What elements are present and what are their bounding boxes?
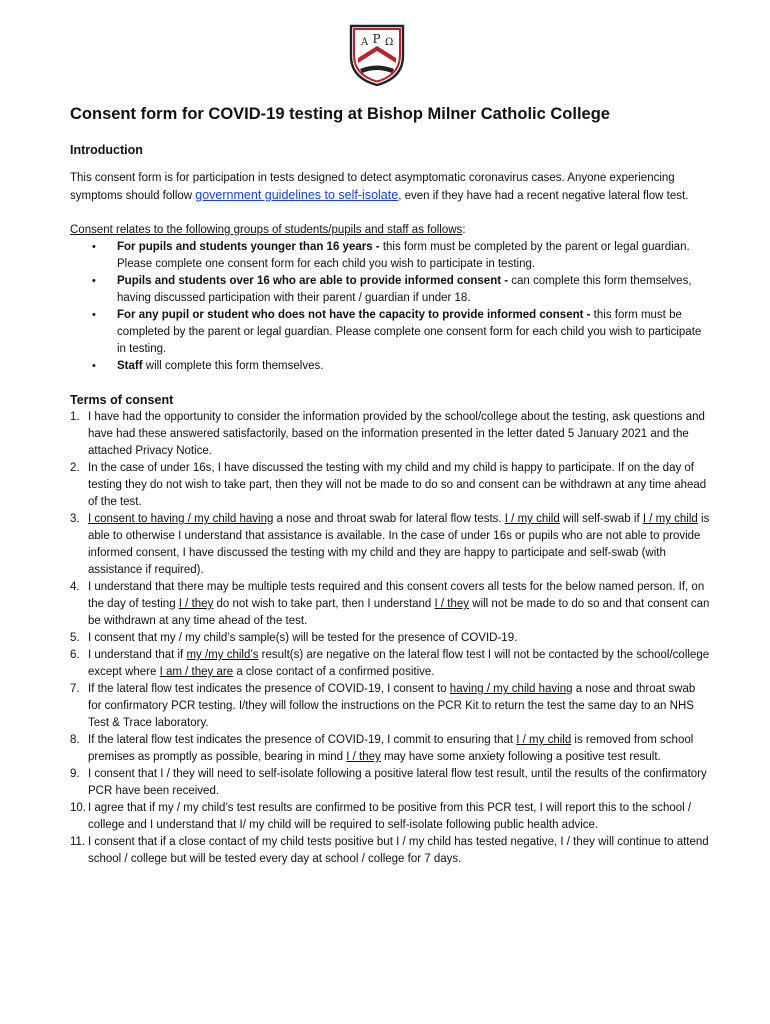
term-number: 1. bbox=[70, 411, 80, 423]
term-text: I have had the opportunity to consider the information provided by the school/college about the testing, ask questions and have had these answered satisfactorily, based on the information presented in the letter dated 5 January 2021 and the attached Privacy Notice. bbox=[88, 411, 705, 457]
terms-list bbox=[70, 409, 710, 868]
term-item bbox=[70, 766, 710, 800]
term-number: 7. bbox=[70, 683, 80, 695]
term-text: I consent that my / my child’s sample(s) will be tested for the presence of COVID-19. bbox=[88, 632, 518, 644]
crest-letter: A bbox=[361, 37, 369, 48]
term-text: will self-swab if bbox=[559, 513, 643, 525]
term-text: is removed from school premises as promptly as possible, bearing in mind bbox=[88, 734, 694, 763]
term-item bbox=[70, 647, 710, 681]
term-text: I am / they are bbox=[159, 666, 234, 678]
term-number: 3. bbox=[70, 513, 80, 525]
term-text: If the lateral flow test indicates the presence of COVID-19, I commit to ensuring that bbox=[88, 734, 517, 746]
terms-heading: Terms of consent bbox=[70, 393, 174, 407]
term-item bbox=[70, 732, 710, 766]
consent-groups-list bbox=[70, 239, 710, 375]
term-text: I / they bbox=[346, 751, 381, 763]
term-item bbox=[70, 409, 710, 460]
group-label: For pupils and students younger than 16 years - bbox=[117, 241, 383, 253]
bullet-icon: • bbox=[92, 275, 96, 287]
term-text: my /my child’s bbox=[186, 649, 259, 661]
term-text: a nose and throat swab for confirmatory PCR testing. I/they will follow the instructions on the PCR Kit to return the test the same day to an NHS Test & Trace laboratory. bbox=[88, 683, 696, 729]
group-description: this form must be completed by the parent or legal guardian. Please complete one consent form for each child you wish to participate in testing. bbox=[117, 241, 690, 270]
term-text: I understand that if bbox=[88, 649, 187, 661]
groups-intro-text: Consent relates to the following groups of students/pupils and staff as follows bbox=[70, 224, 463, 236]
term-text: In the case of under 16s, I have discussed the testing with my child and my child is happy to participate. If on the day of testing they do not wish to take part, then they will not be made to do so and consent can be withdrawn at any time ahead of the test. bbox=[88, 462, 707, 508]
bullet-icon: • bbox=[92, 360, 96, 372]
term-number: 11. bbox=[70, 836, 86, 848]
group-label: Staff bbox=[117, 360, 143, 372]
group-description: will complete this form themselves. bbox=[142, 360, 324, 372]
school-crest-logo bbox=[347, 22, 407, 88]
term-text: a nose and throat swab for lateral flow tests. bbox=[273, 513, 505, 525]
term-text: I / they bbox=[434, 598, 470, 610]
group-description: can complete this form themselves, having discussed participation with their parent / guardian if under 18. bbox=[117, 275, 692, 304]
group-item bbox=[70, 358, 710, 375]
term-text: I / they bbox=[178, 598, 214, 610]
intro-text-after: , even if they have had a recent negative lateral flow test. bbox=[398, 190, 689, 202]
term-text: I understand that there may be multiple tests required and this consent covers all tests for the below named person. If, on the day of testing bbox=[88, 581, 705, 610]
group-description: this form must be completed by the parent or legal guardian. Please complete one consent form for each child you wish to participate in testing. bbox=[117, 309, 702, 355]
crest-letter: Ω bbox=[385, 37, 394, 48]
term-item bbox=[70, 511, 710, 579]
term-number: 4. bbox=[70, 581, 80, 593]
group-item bbox=[70, 273, 710, 307]
group-label: For any pupil or student who does not have the capacity to provide informed consent - bbox=[117, 309, 594, 321]
group-label: Pupils and students over 16 who are able to provide informed consent - bbox=[117, 275, 512, 287]
groups-intro bbox=[70, 222, 710, 239]
term-item bbox=[70, 681, 710, 732]
term-number: 8. bbox=[70, 734, 80, 746]
term-number: 5. bbox=[70, 632, 80, 644]
term-text: I agree that if my / my child’s test results are confirmed to be positive from this PCR test, I will report this to the school / college and I understand that I/ my child will be required to self-isolate following public health advice. bbox=[88, 802, 692, 831]
group-item bbox=[70, 307, 710, 358]
term-text: is able to otherwise I understand that assistance is available. In the case of under 16s or pupils who are not able to provide informed consent, I have discussed the testing with my child and they are happy to participate and self-swab (with assistance if required). bbox=[88, 513, 710, 576]
introduction-section bbox=[70, 142, 710, 868]
term-text: I consent that if a close contact of my child tests positive but I / my child has tested negative, I / they will continue to attend school / college but will be tested every day at school / college for 7 days. bbox=[88, 836, 709, 865]
term-text: a close contact of a confirmed positive. bbox=[233, 666, 435, 678]
term-text: I / my child bbox=[642, 513, 698, 525]
introduction-paragraph bbox=[70, 170, 710, 205]
term-text: having / my child having bbox=[449, 683, 573, 695]
bullet-icon: • bbox=[92, 309, 96, 321]
intro-text-before: This consent form is for participation in tests designed to detect asymptomatic coronavirus cases. Anyone experiencing symptoms should follow bbox=[70, 172, 675, 202]
term-text: result(s) are negative on the lateral flow test I will not be contacted by the school/college except where bbox=[88, 649, 710, 678]
term-text: do not wish to take part, then I understand bbox=[213, 598, 435, 610]
crest-letter: P bbox=[372, 32, 381, 46]
term-text: I consent to having / my child having bbox=[88, 513, 274, 525]
introduction-heading: Introduction bbox=[70, 143, 143, 157]
term-item bbox=[70, 460, 710, 511]
term-number: 9. bbox=[70, 768, 80, 780]
term-text: If the lateral flow test indicates the presence of COVID-19, I consent to bbox=[88, 683, 450, 695]
term-number: 2. bbox=[70, 462, 80, 474]
term-item bbox=[70, 800, 710, 834]
group-item bbox=[70, 239, 710, 273]
term-text: I consent that I / they will need to self-isolate following a positive lateral flow test result, until the results of the confirmatory PCR have been received. bbox=[88, 768, 707, 797]
page-title: Consent form for COVID-19 testing at Bishop Milner Catholic College bbox=[70, 105, 610, 123]
term-number: 6. bbox=[70, 649, 80, 661]
term-item bbox=[70, 579, 710, 630]
term-text: I / my child bbox=[516, 734, 572, 746]
self-isolate-guidelines-link[interactable]: government guidelines to self-isolate bbox=[195, 188, 399, 202]
groups-intro-colon: : bbox=[462, 224, 466, 236]
term-item bbox=[70, 630, 710, 647]
term-number: 10. bbox=[70, 802, 86, 814]
term-item bbox=[70, 834, 710, 868]
term-text: I / my child bbox=[504, 513, 560, 525]
term-text: will not be made to do so and that consent can be withdrawn at any time ahead of the test. bbox=[88, 598, 710, 627]
term-text: may have some anxiety following a positive test result. bbox=[380, 751, 661, 763]
bullet-icon: • bbox=[92, 241, 96, 253]
